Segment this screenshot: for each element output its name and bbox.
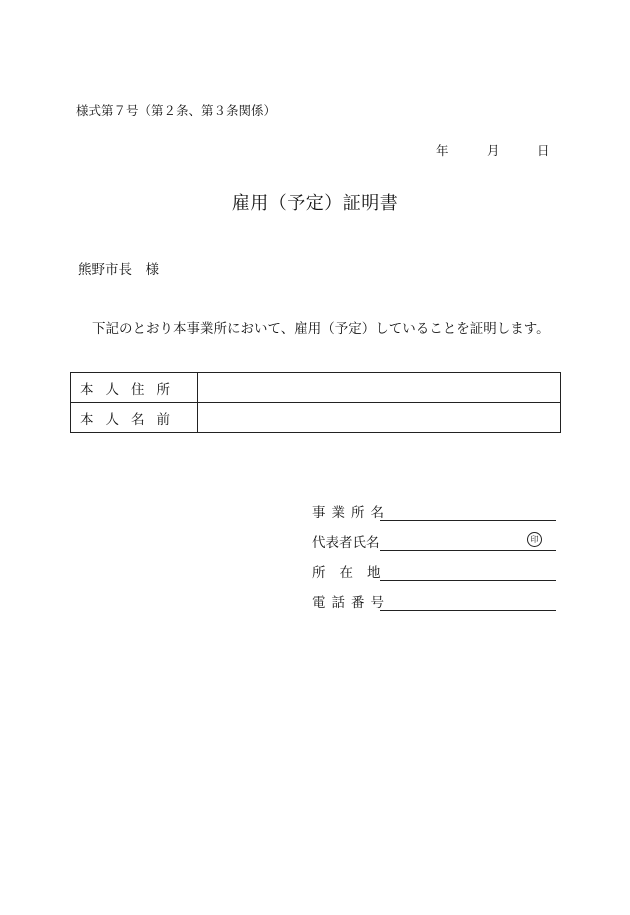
date-year-label: 年 xyxy=(436,143,449,158)
business-name-row xyxy=(312,501,556,521)
phone-label: 電話番号 xyxy=(312,595,390,611)
document-title: 雇用（予定）証明書 xyxy=(231,193,399,214)
address-field[interactable] xyxy=(198,373,561,403)
seal-icon: 印 xyxy=(527,532,542,547)
addressee: 熊野市長 様 xyxy=(78,262,159,278)
form-number: 様式第７号（第２条、第３条関係） xyxy=(76,103,277,118)
location-row xyxy=(312,561,556,581)
date-day-label: 日 xyxy=(537,143,550,158)
certification-statement: 下記のとおり本事業所において、雇用（予定）していることを証明します。 xyxy=(92,321,550,337)
phone-row xyxy=(312,591,556,611)
location-line[interactable] xyxy=(380,580,556,581)
employee-info-table xyxy=(70,372,561,433)
table-row xyxy=(71,373,561,403)
phone-line[interactable] xyxy=(380,610,556,611)
representative-row xyxy=(312,531,556,551)
business-name-line[interactable] xyxy=(380,520,556,521)
table-row xyxy=(71,403,561,433)
business-name-label: 事業所名 xyxy=(312,505,390,521)
representative-label: 代表者氏名 xyxy=(312,535,380,551)
name-label: 本人名前 xyxy=(71,403,198,433)
address-label: 本人住所 xyxy=(71,373,198,403)
name-field[interactable] xyxy=(198,403,561,433)
representative-line[interactable] xyxy=(380,550,556,551)
location-label: 所在地 xyxy=(312,565,395,581)
date-month-label: 月 xyxy=(487,143,500,158)
